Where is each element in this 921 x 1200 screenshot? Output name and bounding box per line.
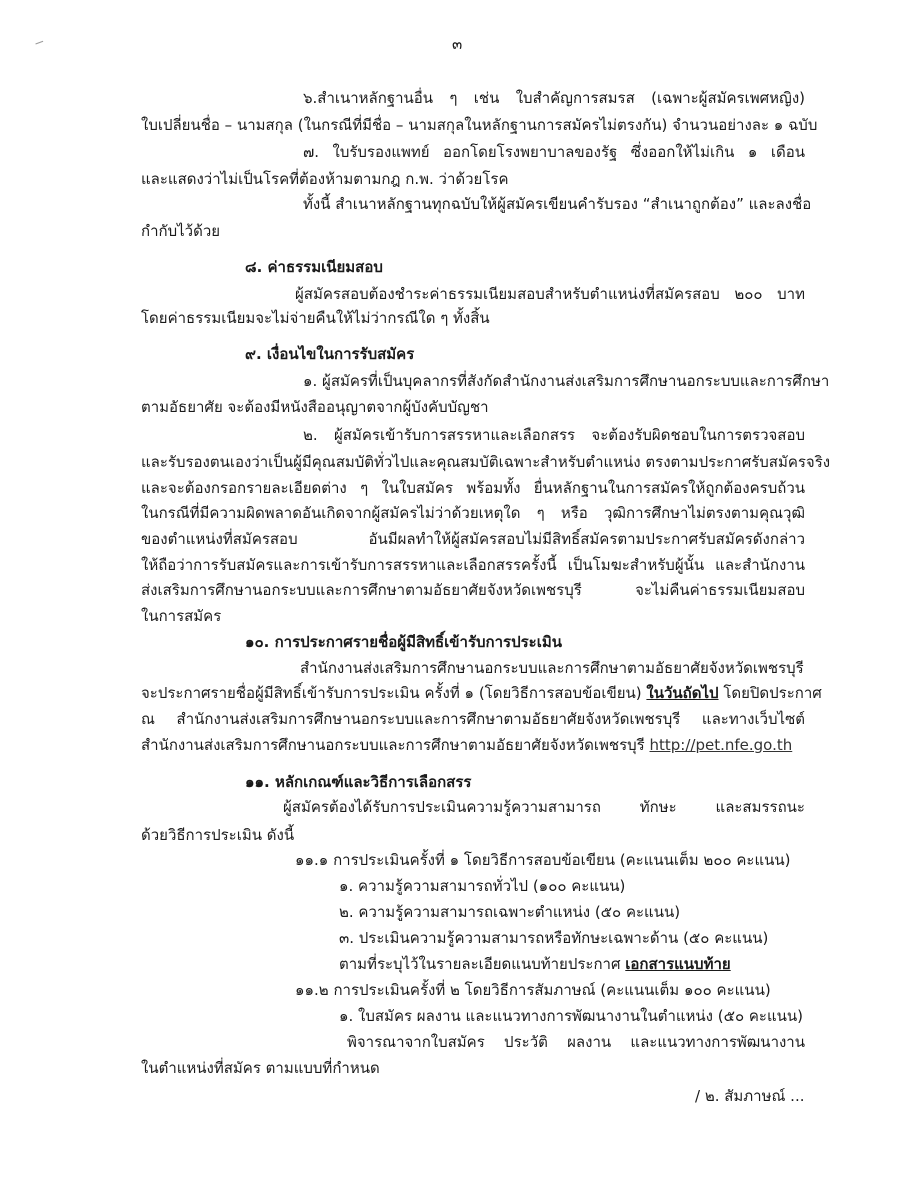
section-10-line-2-text: จะประกาศรายชื่อผู้มีสิทธิ์เข้ารับการประเมิน ครั้งที่ ๑ (โดยวิธีการสอบข้อเขียน)	[141, 684, 647, 702]
assessment-1-item-3: ๓. ประเมินความรู้ความสามารถหรือทักษะเฉพาะด้าน (๕๐ คะแนน)	[339, 929, 769, 947]
section-9-item-2-line-1: ๒. ผู้สมัครเข้ารับการสรรหาและเลือกสรร จะต้องรับผิดชอบในการตรวจสอบ	[303, 426, 805, 444]
section-9-item-1-line-1: ๑. ผู้สมัครที่เป็นบุคลากรที่สังกัดสำนักงานส่งเสริมการศึกษานอกระบบและการศึกษา	[303, 372, 830, 390]
assessment-1-item-1: ๑. ความรู้ความสามารถทั่วไป (๑๐๐ คะแนน)	[339, 877, 626, 895]
section-8-line-1: ผู้สมัครสอบต้องชำระค่าธรรมเนียมสอบสำหรับตำแหน่งที่สมัครสอบ ๒๐๐ บาท	[295, 285, 805, 303]
section-10-line-2	[141, 681, 822, 705]
section-10-line-4	[141, 733, 792, 757]
section-9-item-2-line-8: ในการสมัคร	[141, 607, 222, 625]
assessment-1-note	[339, 952, 731, 976]
section-10-line-1: สำนักงานส่งเสริมการศึกษานอกระบบและการศึกษาตามอัธยาศัยจังหวัดเพชรบุรี	[300, 659, 804, 677]
assessment-1-note-text: ตามที่ระบุไว้ในรายละเอียดแนบท้ายประกาศ	[339, 955, 626, 973]
section-10-line-4-text: สำนักงานส่งเสริมการศึกษานอกระบบและการศึกษาตามอัธยาศัยจังหวัดเพชรบุรี	[141, 736, 650, 754]
item-7-line-1: ๗. ใบรับรองแพทย์ ออกโดยโรงพยาบาลของรัฐ ซึ่งออกให้ไม่เกิน ๑ เดือน	[303, 143, 805, 161]
assessment-1-heading: ๑๑.๑ การประเมินครั้งที่ ๑ โดยวิธีการสอบข้อเขียน (คะแนนเต็ม ๒๐๐ คะแนน)	[295, 851, 791, 869]
attachment-emphasis: เอกสารแนบท้าย	[625, 955, 731, 973]
next-day-emphasis: ในวันถัดไป	[646, 684, 719, 702]
scan-mark	[35, 41, 44, 48]
section-9-heading: ๙. เงื่อนไขในการรับสมัคร	[245, 345, 415, 363]
section-11-line-1: ผู้สมัครต้องได้รับการประเมินความรู้ความสามารถ ทักษะ และสมรรถนะ	[283, 798, 805, 816]
item-7-line-2: และแสดงว่าไม่เป็นโรคที่ต้องห้ามตามกฎ ก.พ. ว่าด้วยโรค	[141, 170, 509, 188]
page-number: ๓	[452, 35, 463, 53]
section-11-line-2: ด้วยวิธีการประเมิน ดังนี้	[141, 826, 295, 844]
assessment-2-item-1-line-2: พิจารณาจากใบสมัคร ประวัติ ผลงาน และแนวทางการพัฒนางาน	[347, 1033, 805, 1051]
section-9-item-2-line-7: ส่งเสริมการศึกษานอกระบบและการศึกษาตามอัธยาศัยจังหวัดเพชรบุรี จะไม่คืนค่าธรรมเนียมสอบ	[141, 581, 805, 599]
section-8-line-2: โดยค่าธรรมเนียมจะไม่จ่ายคืนให้ไม่ว่ากรณีใด ๆ ทั้งสิ้น	[141, 309, 490, 327]
section-8-heading: ๘. ค่าธรรมเนียมสอบ	[245, 258, 383, 276]
section-10-line-2-tail: โดยปิดประกาศ	[718, 684, 822, 702]
section-9-item-1-line-2: ตามอัธยาศัย จะต้องมีหนังสืออนุญาตจากผู้บังคับบัญชา	[141, 398, 489, 416]
section-9-item-2-line-4: ในกรณีที่มีความผิดพลาดอันเกิดจากผู้สมัครไม่ว่าด้วยเหตุใด ๆ หรือ วุฒิการศึกษาไม่ตรงตามคุณวุฒิ	[141, 504, 805, 522]
certify-line-2: กำกับไว้ด้วย	[141, 222, 221, 240]
assessment-2-heading: ๑๑.๒ การประเมินครั้งที่ ๒ โดยวิธีการสัมภาษณ์ (คะแนนเต็ม ๑๐๐ คะแนน)	[295, 981, 771, 999]
item-6-line-1: ๖.สำเนาหลักฐานอื่น ๆ เช่น ใบสำคัญการสมรส (เฉพาะผู้สมัครเพศหญิง)	[303, 89, 805, 107]
section-9-item-2-line-2: และรับรองตนเองว่าเป็นผู้มีคุณสมบัติทั่วไปและคุณสมบัติเฉพาะสำหรับตำแหน่ง ตรงตามประกาศรับสมัครจริง	[141, 453, 831, 471]
section-9-item-2-line-3: และจะต้องกรอกรายละเอียดต่าง ๆ ในใบสมัคร พร้อมทั้ง ยื่นหลักฐานในการสมัครให้ถูกต้องครบถ้วน	[141, 479, 805, 497]
assessment-2-item-1-line-3: ในตำแหน่งที่สมัคร ตามแบบที่กำหนด	[141, 1059, 380, 1077]
certify-line-1: ทั้งนี้ สำเนาหลักฐานทุกฉบับให้ผู้สมัครเขียนคำรับรอง “สำเนาถูกต้อง” และลงชื่อ	[303, 195, 812, 213]
continuation-note: / ๒. สัมภาษณ์ ...	[695, 1087, 805, 1105]
section-10-line-3: ณ สำนักงานส่งเสริมการศึกษานอกระบบและการศึกษาตามอัธยาศัยจังหวัดเพชรบุรี และทางเว็บไซต์	[141, 710, 805, 728]
section-10-heading: ๑๐. การประกาศรายชื่อผู้มีสิทธิ์เข้ารับการประเมิน	[245, 633, 562, 651]
assessment-2-item-1: ๑. ใบสมัคร ผลงาน และแนวทางการพัฒนางานในตำแหน่ง (๕๐ คะแนน)	[339, 1007, 804, 1025]
section-11-heading: ๑๑. หลักเกณฑ์และวิธีการเลือกสรร	[245, 773, 472, 791]
website-link[interactable]: http://pet.nfe.go.th	[649, 736, 793, 754]
section-9-item-2-line-5: ของตำแหน่งที่สมัครสอบ อันมีผลทำให้ผู้สมัครสอบไม่มีสิทธิ์สมัครตามประกาศรับสมัครดังกล่าว	[141, 530, 805, 548]
section-9-item-2-line-6: ให้ถือว่าการรับสมัครและการเข้ารับการสรรหาและเลือกสรรครั้งนี้ เป็นโมฆะสำหรับผู้นั้น และสำนักงาน	[141, 556, 805, 574]
item-6-line-2: ใบเปลี่ยนชื่อ – นามสกุล (ในกรณีที่มีชื่อ – นามสกุลในหลักฐานการสมัครไม่ตรงกัน) จำนวนอย่างละ ๑ ฉบับ	[141, 116, 818, 134]
assessment-1-item-2: ๒. ความรู้ความสามารถเฉพาะตำแหน่ง (๕๐ คะแนน)	[339, 903, 681, 921]
